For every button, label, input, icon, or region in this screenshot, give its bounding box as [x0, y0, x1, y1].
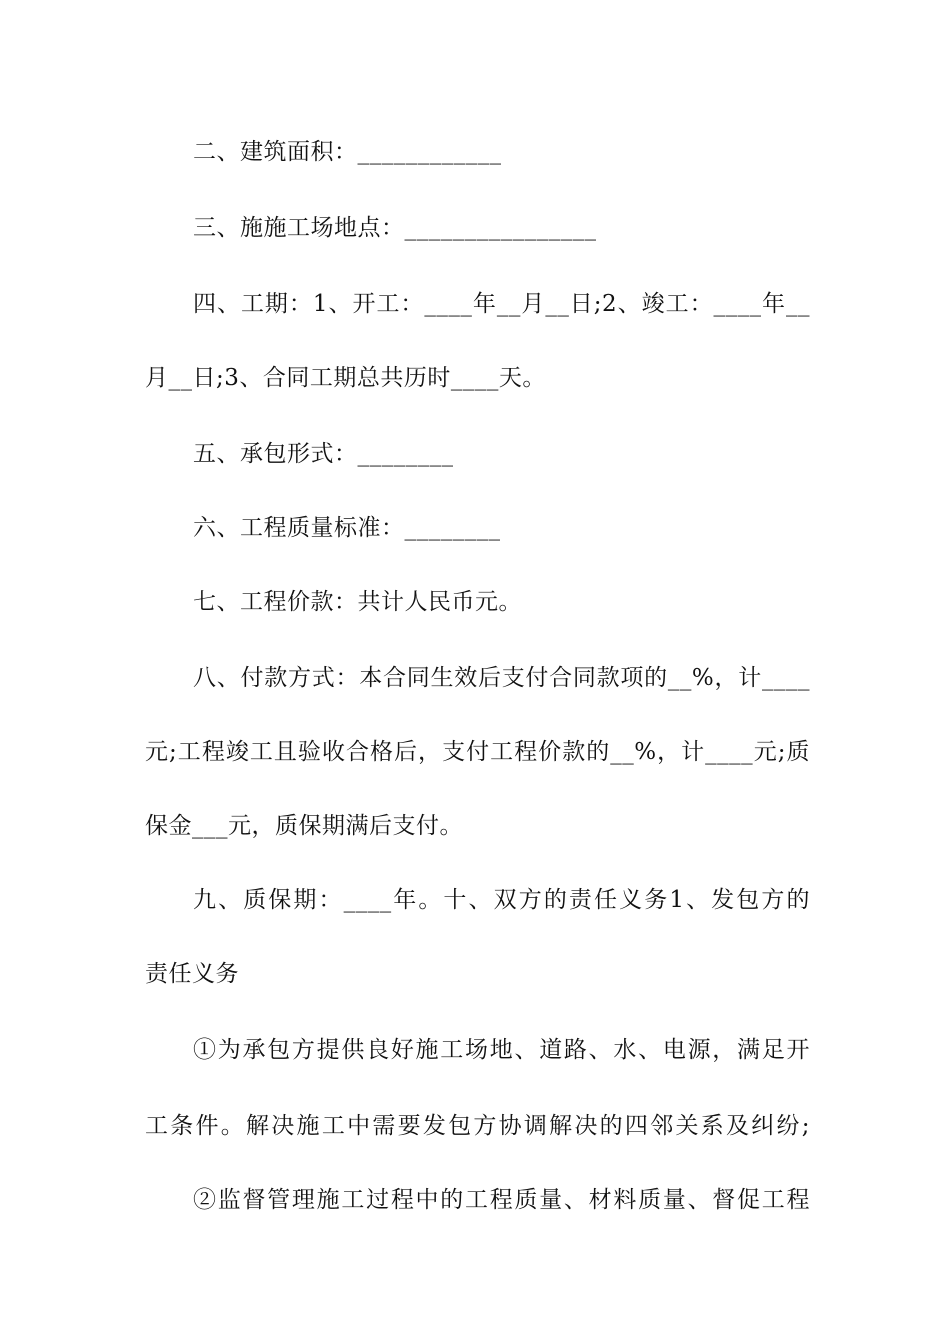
- item-duty-1-continued: 工条件。解决施工中需要发包方协调解决的四邻关系及纠纷;: [145, 1113, 810, 1139]
- item-employer-duties-heading: 责任义务: [145, 961, 239, 987]
- item-duty-2: ②监督管理施工过程中的工程质量、材料质量、督促工程: [193, 1187, 810, 1213]
- item-site-location: 三、施施工场地点：________________: [193, 215, 597, 241]
- item-project-price: 七、工程价款：共计人民币元。: [193, 589, 522, 615]
- item-warranty-period: 九、质保期：____年。十、双方的责任义务1、发包方的: [193, 887, 810, 913]
- item-schedule-continued: 月__日;3、合同工期总共历时____天。: [145, 365, 546, 391]
- item-duty-1: ①为承包方提供良好施工场地、道路、水、电源，满足开: [193, 1037, 810, 1063]
- item-building-area: 二、建筑面积：____________: [193, 139, 502, 165]
- item-quality-standard: 六、工程质量标准：________: [193, 515, 501, 541]
- item-payment-method: 八、付款方式：本合同生效后支付合同款项的__%，计____: [193, 665, 810, 691]
- item-payment-method-end: 保金___元，质保期满后支付。: [145, 813, 463, 839]
- item-payment-method-continued: 元;工程竣工且验收合格后，支付工程价款的__%，计____元;质: [145, 739, 810, 765]
- item-schedule: 四、工期：1、开工：____年__月__日;2、竣工：____年__: [193, 291, 810, 317]
- item-contract-form: 五、承包形式：________: [193, 441, 454, 467]
